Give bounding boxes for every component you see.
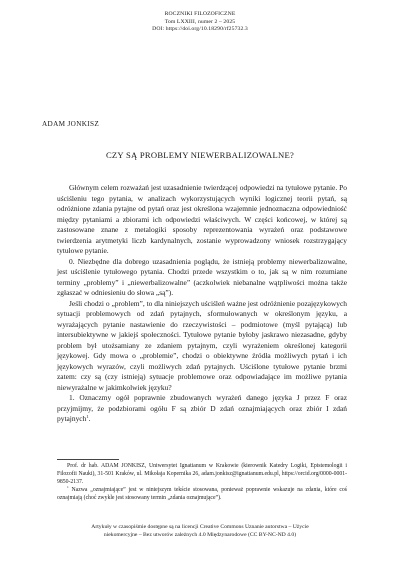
- author-affiliation-note: Prof. dr hab. ADAM JONKISZ, Uniwersytet Ignatianum w Krakowie (kierownik Katedry Logiki, Epistemologii i Filozofii Nauki), 31-501 Kraków, ul. Mikołaja Kopernika 26, adam.jonkisz@ignatianum.edu.pl, https://orcid.org/0000-0001-9850-2137.: [57, 463, 347, 485]
- footnotes: [57, 463, 347, 503]
- footnote: [57, 484, 347, 503]
- journal-name: ROCZNIKI FILOZOFICZNE: [164, 11, 236, 17]
- footnote-reference[interactable]: 1: [86, 414, 89, 419]
- author-name: ADAM JONKISZ: [42, 120, 100, 128]
- license-line: niekomercyjne – Bez utworów zależnych 4.0 Międzynarodowe (CC BY-NC-ND 4.0): [103, 531, 297, 538]
- body-paragraph: 0. Niezbędne dla dobrego uzasadnienia poglądu, że istnieją problemy niewerbalizowalne, jest uściślenie tytułowego pytania. Chodzi przede wszystkim o to, jak są w nim rozumiane terminy „problemy” i „niewerbalizowalne” (aczkolwiek niebanalne wątpliwości można także zgłaszać w odniesieniu do słowa „są”).: [57, 256, 347, 297]
- footnote-text: Nazwa „oznajmiające” jest w niniejszym tekście stosowana, ponieważ poprawnie wskazuje na zdania, które coś oznajmiają (choć zwykle jest stosowany termin „zdania oznajmujące”).: [57, 486, 347, 501]
- body-paragraph-text: 1. Oznaczmy ogół poprawnie zbudowanych wyrażeń danego języka J przez F oraz przyjmijmy, że podzbiorami ogółu F są zbiór D zdań oznajmiających oraz zbiór I zdań pytajnych: [57, 393, 347, 423]
- journal-header: [0, 11, 400, 34]
- footnote-number: 1: [67, 484, 69, 489]
- article-title: CZY SĄ PROBLEMY NIEWERBALIZOWALNE?: [105, 150, 295, 160]
- journal-doi[interactable]: DOI: https://doi.org/10.18290/rf25732.3: [152, 26, 248, 33]
- journal-issue: Tom LXXIII, numer 2 – 2025: [164, 18, 236, 25]
- body-paragraph: Jeśli chodzi o „problem”, to dla niniejszych uściśleń ważne jest odróżnienie pozajęzykowych sytuacji problemowych od zdań pytajnych, sformułowanych w określonym języku, a wyrażających pytanie nastawienie do rzeczywistości – podmiotowe (myśl pytającą) lub intersubiektywne w jakiejś społeczności. Tytułowe pytanie byłoby jaskrawo niezasadne, gdyby problem był utożsamiany ze zdaniem pytajnym, czyli wyrażeniem określonej kategorii językowej. Gdy mowa o „problemie”, chodzi o obiektywne źródła możliwych pytań i ich językowych wyrazów, czyli możliwych zdań pytajnych. Uściślone tytułowe pytanie brzmi zatem: czy są (czy istnieją) sytuacje problemowe oraz odpowiadające im możliwe pytania niewyrażalne w jakimkolwiek języku?: [57, 298, 347, 392]
- license-line: Artykuły w czasopiśmie dostępne są na licencji Creative Commons Uznanie autorstwa – Użycie: [91, 524, 309, 530]
- body-paragraph: 1. Oznaczmy ogół poprawnie zbudowanych wyrażeń danego języka J przez F oraz przyjmijmy, że podzbiorami ogółu F są zbiór D zdań oznajmiających oraz zbiór I zdań pytajnych$^1$.: [57, 393, 347, 423]
- footnote-separator: [57, 459, 119, 460]
- license-notice: [40, 524, 360, 539]
- article-body: [57, 183, 347, 425]
- abstract-paragraph: Głównym celem rozważań jest uzasadnienie twierdzącej odpowiedzi na tytułowe pytanie. Po uściśleniu tego pytania, w analizach wykorzystujących wyniki logicznej teorii pytań, są odróżnione zdania pytajne od pytań oraz jest określona wzajemnie jednoznaczna odpowiedniość między pytaniami a zbiorami ich odpowiedzi właściwych. W części końcowej, w której są zastosowane znane z metalogiki sposoby reprezentowania wyrażeń oraz podstawowe twierdzenia arytmetyki liczb kardynalnych, zostanie wyprowadzony wniosek rozstrzygający tytułowe pytanie.: [57, 183, 347, 255]
